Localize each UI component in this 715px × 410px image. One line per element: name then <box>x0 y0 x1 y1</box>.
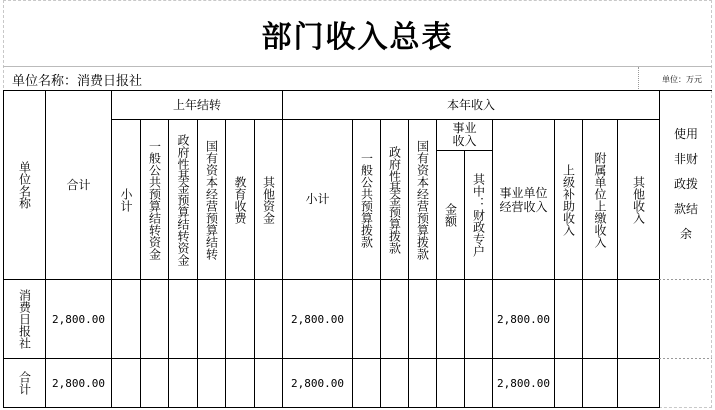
group-last-year-carryover: 上年结转 <box>172 97 221 112</box>
group-ty-business-income: 事业收入 <box>452 121 477 148</box>
col-total: 合计 <box>66 177 91 192</box>
col-unit-name: 单位名称 <box>17 161 32 209</box>
col-ly-state-capital: 国有资本经营预算结转 <box>204 139 219 260</box>
col-ty-gov-fund: 政府性基金预算拨款 <box>387 145 402 254</box>
page-title: 部门收入总表 <box>261 20 454 55</box>
group-this-year-income: 本年收入 <box>446 97 495 112</box>
col-ty-amount: 金额 <box>443 203 458 227</box>
col-ly-gov-fund: 政府性基金预算结转资金 <box>176 133 190 266</box>
unit-name-label: 单位名称：消费日报社 <box>12 74 143 89</box>
col-ty-superior-subsidy: 上级补助收入 <box>561 163 576 236</box>
col-ly-subtotal: 小计 <box>119 187 133 212</box>
col-ty-public-budget: 一般公共预算拨款 <box>359 151 374 248</box>
col-ty-affiliated: 附属单位上缴收入 <box>593 151 607 248</box>
col-use-fiscal-balance: 使用非财政拨款结余 <box>673 126 698 241</box>
currency-unit-label: 单位：万元 <box>662 75 702 84</box>
row1-unit-name: 消费日报社 <box>17 289 32 349</box>
col-ty-other: 其他收入 <box>631 175 646 224</box>
row2-unit-name: 合计 <box>17 371 32 395</box>
col-ly-education: 教育收费 <box>233 175 247 224</box>
row1-ty-subtotal: 2,800.00 <box>291 312 344 326</box>
row2-total: 2,800.00 <box>52 376 105 390</box>
row1-ty-operating: 2,800.00 <box>497 312 550 326</box>
col-ty-state-capital: 国有资本经营预算拨款 <box>415 139 430 260</box>
col-ty-operating: 事业单位经营收入 <box>499 185 548 214</box>
row2-ty-operating: 2,800.00 <box>497 376 550 390</box>
col-ty-subtotal: 小计 <box>305 192 330 206</box>
row1-total: 2,800.00 <box>52 312 105 326</box>
col-ty-fiscal-special: 其中：财政专户 <box>471 173 486 257</box>
col-ly-other: 其他资金 <box>261 175 276 224</box>
col-ly-public-budget: 一般公共预算结转资金 <box>147 139 162 260</box>
row2-ty-subtotal: 2,800.00 <box>291 376 344 390</box>
